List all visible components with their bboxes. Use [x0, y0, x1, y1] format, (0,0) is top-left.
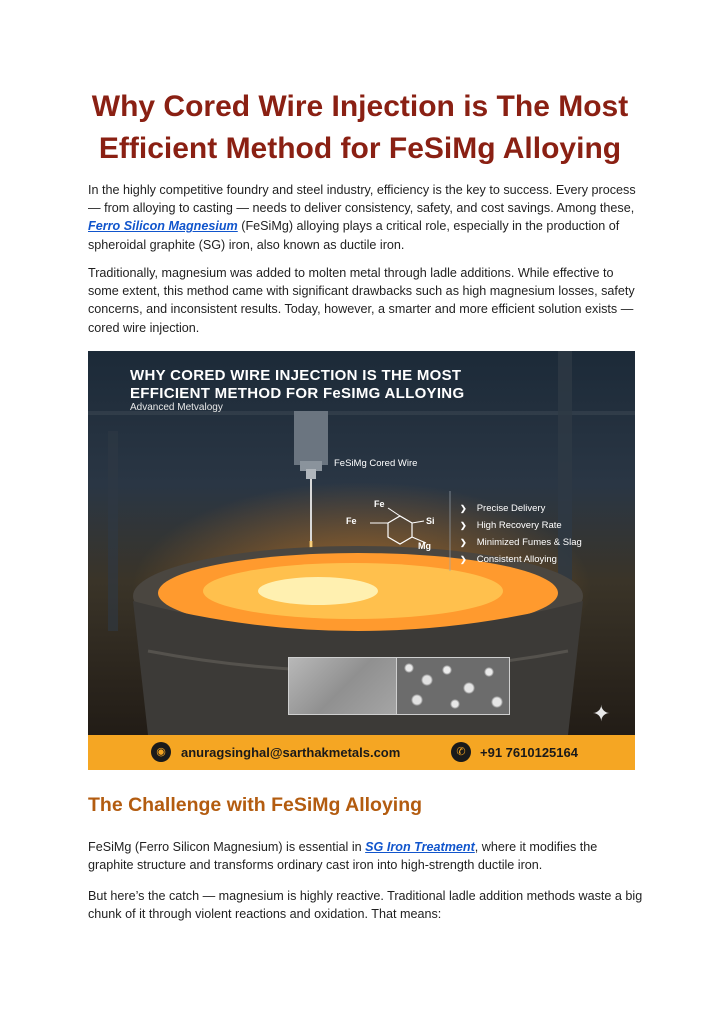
phone-icon: ✆: [451, 742, 471, 762]
banner-feature-list: [460, 500, 582, 568]
sg-iron-treatment-link[interactable]: SG Iron Treatment: [365, 840, 475, 854]
chevron-right-icon: ❯: [460, 521, 467, 530]
cored-wire-label: FeSiMg Cored Wire: [334, 458, 418, 469]
section-heading: The Challenge with FeSiMg Alloying: [88, 794, 423, 816]
contact-email: anuragsinghal@sarthakmetals.com: [181, 745, 401, 760]
intro-text-before: In the highly competitive foundry and steel industry, efficiency is the key to success. Every process — from alloying to casting — needs to deliver consistency, safety, and cost savings. Among these,: [88, 183, 636, 216]
fesimg-text-before: FeSiMg (Ferro Silicon Magnesium) is essential in: [88, 840, 366, 854]
title-line-1: Why Cored Wire Injection is The Most: [91, 90, 629, 123]
catch-paragraph: But here’s the catch — magnesium is highly reactive. Traditional ladle addition methods waste a big chunk of it through violent reactions and oxidation. That means:: [88, 889, 643, 922]
contact-phone: +91 7610125164: [480, 745, 578, 760]
feature-item: [460, 551, 582, 568]
title-line-2: Efficient Method for FeSiMg Alloying: [98, 132, 622, 165]
intro-paragraph: [88, 181, 643, 254]
molecule-si: Si: [426, 516, 435, 526]
microstructure-sample-nodular: [396, 657, 510, 715]
molecule-mg: Mg: [418, 541, 431, 551]
chevron-right-icon: ❯: [460, 504, 467, 513]
article-title: [60, 86, 660, 170]
banner-title-line-1: WHY CORED WIRE INJECTION IS THE MOST: [130, 367, 462, 384]
banner-title-line-2: EFFICIENT METHOD FOR FeSIMG ALLOYING: [130, 385, 465, 402]
banner-title: [130, 367, 600, 403]
ferro-silicon-magnesium-link[interactable]: Ferro Silicon Magnesium: [88, 219, 238, 234]
article-banner-image: [88, 351, 635, 735]
chevron-right-icon: ❯: [460, 555, 467, 564]
feature-item: [460, 500, 582, 517]
intro-text-after: (FeSiMg) alloying plays a critical role, especially in the production of spheroidal graphite (SG) iron, also known as ductile iron.: [88, 219, 620, 252]
sparkle-icon: ✦: [592, 701, 611, 726]
fesimg-paragraph: [88, 838, 643, 874]
banner-contact-bar: [88, 735, 635, 770]
feature-item: [460, 517, 582, 534]
feature-label: Precise Delivery: [476, 503, 546, 514]
microstructure-sample-flake: [288, 657, 402, 715]
feature-label: High Recovery Rate: [476, 520, 562, 531]
traditional-paragraph: Traditionally, magnesium was added to molten metal through ladle additions. While effective to some extent, this method came with significant drawbacks such as high magnesium losses, safety concerns, and inconsistent results. Today, however, a smarter and more efficient solution exists — cored wire injection.: [88, 266, 635, 335]
banner-subtitle: Advanced Metvalogy: [130, 402, 223, 413]
feature-item: [460, 534, 582, 551]
fesimg-text-after: , where it modifies the graphite structure and transforms ordinary cast iron into high-strength ductile iron.: [88, 840, 598, 873]
feature-label: Minimized Fumes & Slag: [476, 537, 582, 548]
feature-label: Consistent Alloying: [476, 554, 557, 565]
chevron-right-icon: ❯: [460, 538, 467, 547]
molecule-fe-top: Fe: [374, 499, 385, 509]
globe-icon: ◉: [151, 742, 171, 762]
molecule-fe-left: Fe: [346, 516, 357, 526]
